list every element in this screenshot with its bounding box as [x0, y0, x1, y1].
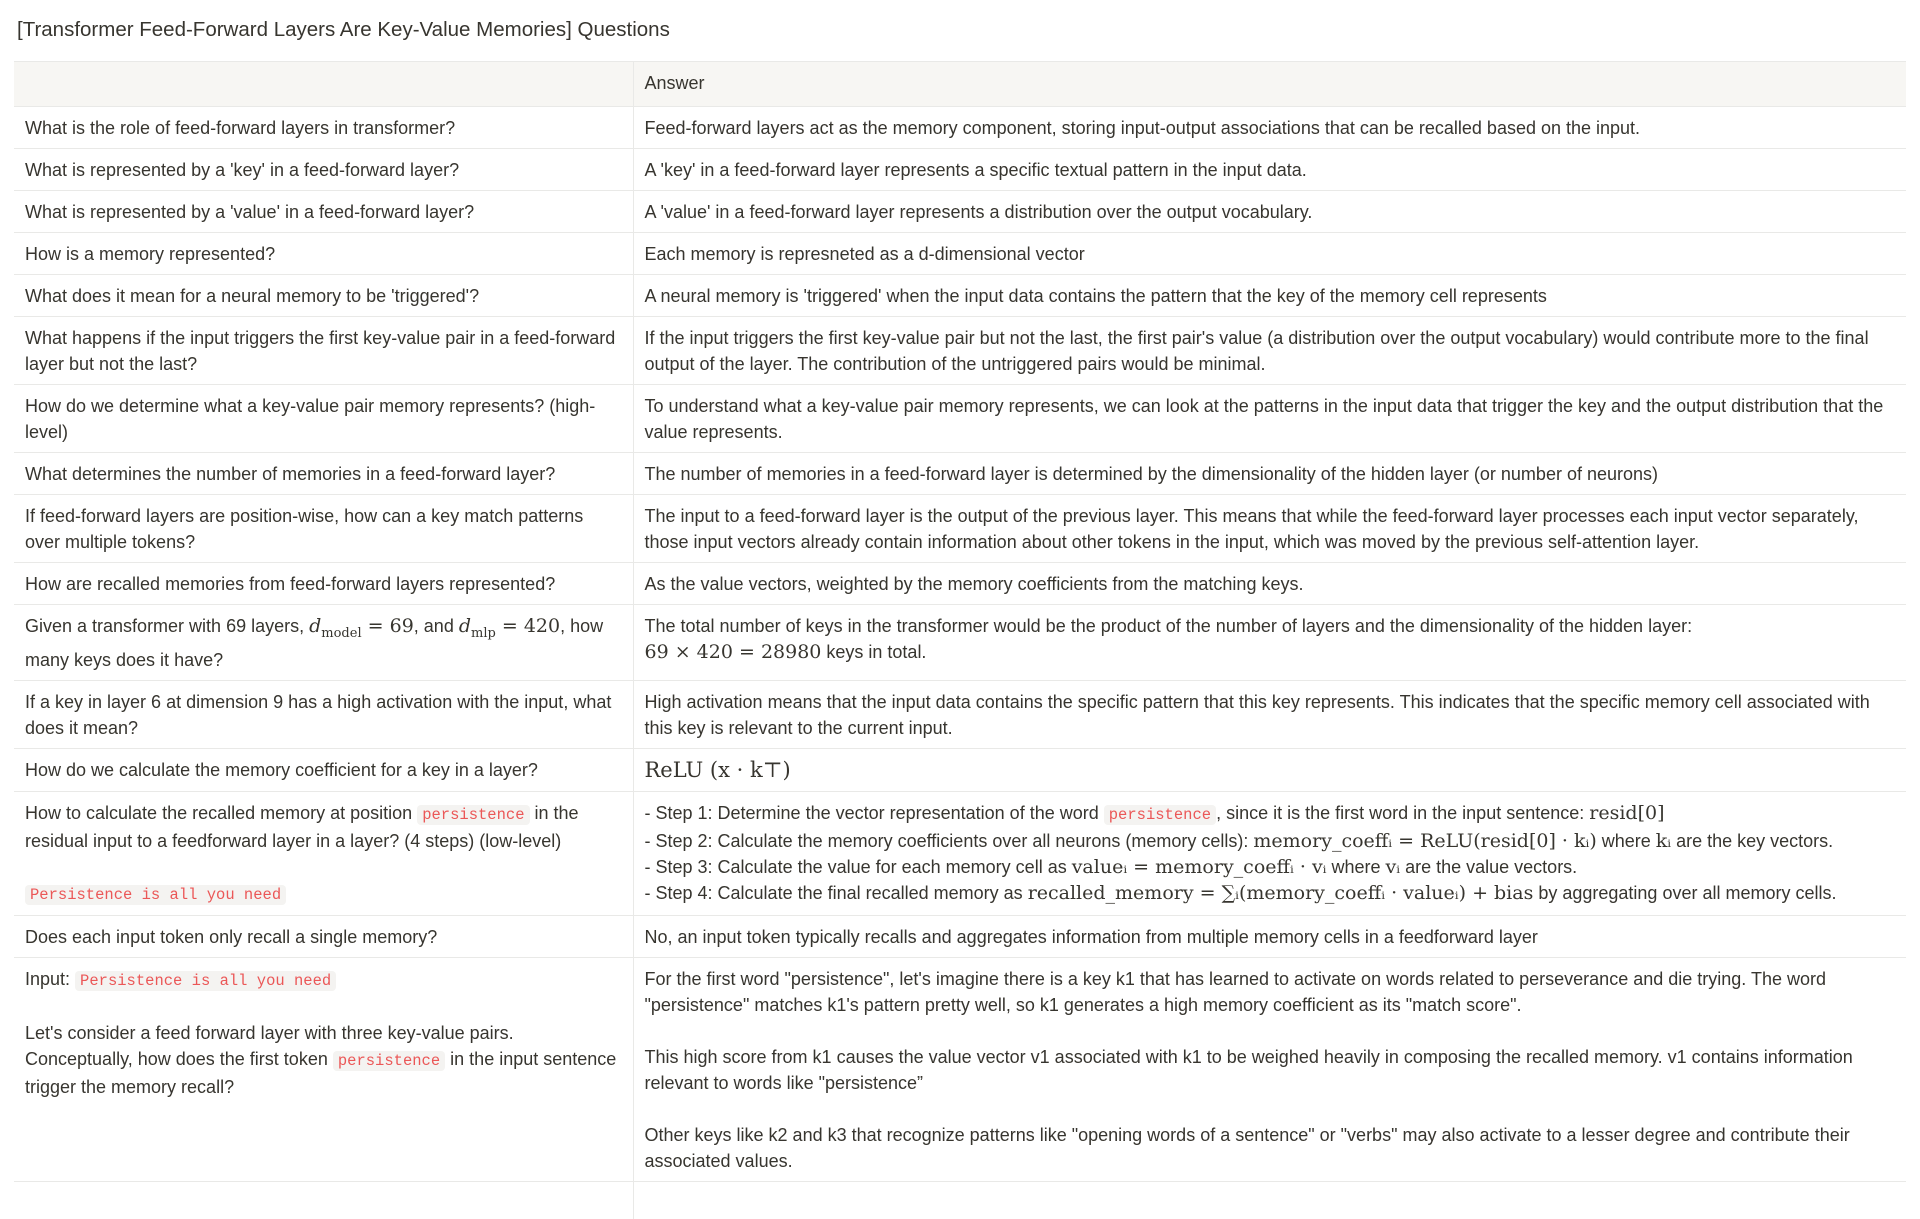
math-relu-formula: ReLU (x · k⊤): [644, 757, 791, 782]
step-line: - Step 2: Calculate the memory coefficients over all neurons (memory cells): memory_coeffᵢ = ReLU(resid[0] · kᵢ) where kᵢ are the key vectors.: [644, 829, 1834, 852]
math-expression: kᵢ: [1655, 829, 1672, 852]
question-cell[interactable]: What does it mean for a neural memory to be 'triggered'?: [14, 275, 633, 317]
answer-cell[interactable]: The number of memories in a feed-forward layer is determined by the dimensionality of the hidden layer (or number of neurons): [633, 453, 1906, 495]
answer-text: keys in total.: [821, 642, 927, 662]
question-cell[interactable]: What is represented by a 'key' in a feed-forward layer?: [14, 149, 633, 191]
table-row: [14, 385, 1906, 453]
table-row: [14, 191, 1906, 233]
question-text: Input:: [25, 968, 76, 989]
answer-cell[interactable]: Feed-forward layers act as the memory component, storing input-output associations that can be recalled based on the input.: [633, 107, 1906, 149]
question-cell[interactable]: If feed-forward layers are position-wise, how can a key match patterns over multiple tokens?: [14, 495, 633, 563]
math-expression: resid[0]: [1589, 801, 1665, 824]
table-row: [14, 748, 1906, 791]
step-line: - Step 1: Determine the vector representation of the word persistence , since it is the first word in the input sentence: resid[0]: [644, 801, 1665, 824]
answer-cell[interactable]: High activation means that the input data contains the specific pattern that this key represents. This indicates that the specific memory cell associated with this key is relevant to the current input.: [633, 680, 1906, 748]
question-cell[interactable]: How is a memory represented?: [14, 233, 633, 275]
question-cell[interactable]: What happens if the input triggers the first key-value pair in a feed-forward layer but not the last?: [14, 317, 633, 385]
table-row: [14, 563, 1906, 605]
answer-cell[interactable]: The input to a feed-forward layer is the output of the previous layer. This means that while the feed-forward layer processes each input vector separately, those input vectors already contain information about other tokens in the input, which was moved by the previous self-attention layer.: [633, 495, 1906, 563]
inline-code: persistence: [417, 805, 529, 825]
answer-cell[interactable]: To understand what a key-value pair memory represents, we can look at the patterns in the input data that trigger the key and the output distribution that the value represents.: [633, 385, 1906, 453]
question-text: , and: [413, 616, 459, 636]
answer-cell[interactable]: If the input triggers the first key-value pair but not the last, the first pair's value (a distribution over the output vocabulary) would contribute more to the final output of the layer. The contribution of the untriggered pairs would be minimal.: [633, 317, 1906, 385]
answer-paragraph: For the first word "persistence", let's imagine there is a key k1 that has learned to activate on words related to perseverance and die trying. The word "persistence" matches k1's pattern pretty well, so k1 generates a high memory coefficient as its "match score".: [644, 968, 1826, 1015]
math-expression: vᵢ: [1385, 855, 1401, 878]
question-text: in the input sentence trigger the memory recall?: [25, 1048, 617, 1097]
question-text: , how many keys does it have?: [25, 616, 604, 670]
table-row-cut-off: [14, 1181, 1906, 1219]
question-cell[interactable]: What is the role of feed-forward layers in transformer?: [14, 107, 633, 149]
question-cell[interactable]: What determines the number of memories in a feed-forward layer?: [14, 453, 633, 495]
math-expression: recalled_memory = ∑ᵢ(memory_coeffᵢ · valueᵢ) + bias: [1027, 881, 1534, 904]
math-d-model: $d_{model} = 69$: [309, 615, 414, 641]
question-text: How to calculate the recalled memory at position: [25, 802, 418, 823]
table-header-row: [14, 62, 1906, 107]
table-row: [14, 453, 1906, 495]
answer-paragraph: Other keys like k2 and k3 that recognize patterns like "opening words of a sentence" or "verbs" may also activate to a lesser degree and contribute their associated values.: [644, 1124, 1850, 1171]
math-d-mlp: $d_{mlp} = 420$: [458, 615, 561, 641]
answer-paragraph: This high score from k1 causes the value vector v1 associated with k1 to be weighed heavily in composing the recalled memory. v1 contains information relevant to words like "persistence”: [644, 1046, 1853, 1093]
inline-code: persistence: [1104, 805, 1216, 825]
table-row: [14, 107, 1906, 149]
column-header-question[interactable]: [14, 62, 633, 107]
answer-cell[interactable]: Each memory is represneted as a d-dimensional vector: [633, 233, 1906, 275]
step-line: - Step 3: Calculate the value for each memory cell as valueᵢ = memory_coeffᵢ · vᵢ where vᵢ are the value vectors.: [644, 855, 1578, 878]
answer-cell[interactable]: A 'value' in a feed-forward layer represents a distribution over the output vocabulary.: [633, 191, 1906, 233]
question-text: in the residual input to a feedforward layer in a layer? (4 steps) (low-level): [25, 802, 579, 851]
inline-code: Persistence is all you need: [75, 971, 336, 991]
answer-text: The total number of keys in the transformer would be the product of the number of layers and the dimensionality of the hidden layer:: [644, 616, 1693, 636]
answer-cell[interactable]: [633, 748, 1906, 791]
inline-code: persistence: [333, 1051, 445, 1071]
answer-cell[interactable]: No, an input token typically recalls and aggregates information from multiple memory cells in a feedforward layer: [633, 915, 1906, 957]
math-expression: valueᵢ = memory_coeffᵢ · vᵢ: [1071, 855, 1327, 878]
math-expression: memory_coeffᵢ = ReLU(resid[0] · kᵢ): [1253, 829, 1597, 852]
inline-code: Persistence is all you need: [25, 885, 286, 905]
table-row: [14, 957, 1906, 1181]
answer-cell[interactable]: A neural memory is 'triggered' when the input data contains the pattern that the key of the memory cell represents: [633, 275, 1906, 317]
column-header-answer[interactable]: Answer: [633, 62, 1906, 107]
table-row: [14, 233, 1906, 275]
table-row: [14, 317, 1906, 385]
table-row: [14, 680, 1906, 748]
question-text: Given a transformer with 69 layers,: [25, 616, 310, 636]
question-cell[interactable]: How are recalled memories from feed-forward layers represented?: [14, 563, 633, 605]
answer-cell[interactable]: A 'key' in a feed-forward layer represents a specific textual pattern in the input data.: [633, 149, 1906, 191]
question-cell[interactable]: How do we calculate the memory coefficient for a key in a layer?: [14, 748, 633, 791]
answer-cell[interactable]: [633, 957, 1906, 1181]
question-cell[interactable]: If a key in layer 6 at dimension 9 has a high activation with the input, what does it mean?: [14, 680, 633, 748]
table-row: [14, 605, 1906, 681]
table-row: [14, 915, 1906, 957]
answer-cell[interactable]: As the value vectors, weighted by the memory coefficients from the matching keys.: [633, 563, 1906, 605]
math-key-count: 69 × 420 = 28980: [644, 641, 822, 663]
table-row: [14, 275, 1906, 317]
question-cell[interactable]: Does each input token only recall a single memory?: [14, 915, 633, 957]
table-row: [14, 791, 1906, 915]
step-line: - Step 4: Calculate the final recalled memory as recalled_memory = ∑ᵢ(memory_coeffᵢ · valueᵢ) + bias by aggregating over all memory cells.: [644, 881, 1837, 904]
question-cell[interactable]: [14, 1181, 633, 1219]
question-text: Let's consider a feed forward layer with three key-value pairs. Conceptually, how does the first token: [25, 1022, 514, 1069]
answer-cell[interactable]: [633, 605, 1906, 681]
answer-cell[interactable]: [633, 1181, 1906, 1219]
page-title: [Transformer Feed-Forward Layers Are Key-Value Memories] Questions: [17, 18, 670, 41]
table-row: [14, 149, 1906, 191]
qa-table: [14, 61, 1906, 1219]
question-cell[interactable]: [14, 957, 633, 1181]
answer-cell[interactable]: [633, 791, 1906, 915]
table-row: [14, 495, 1906, 563]
question-cell[interactable]: [14, 791, 633, 915]
question-cell[interactable]: [14, 605, 633, 681]
question-cell[interactable]: What is represented by a 'value' in a feed-forward layer?: [14, 191, 633, 233]
question-cell[interactable]: How do we determine what a key-value pair memory represents? (high-level): [14, 385, 633, 453]
